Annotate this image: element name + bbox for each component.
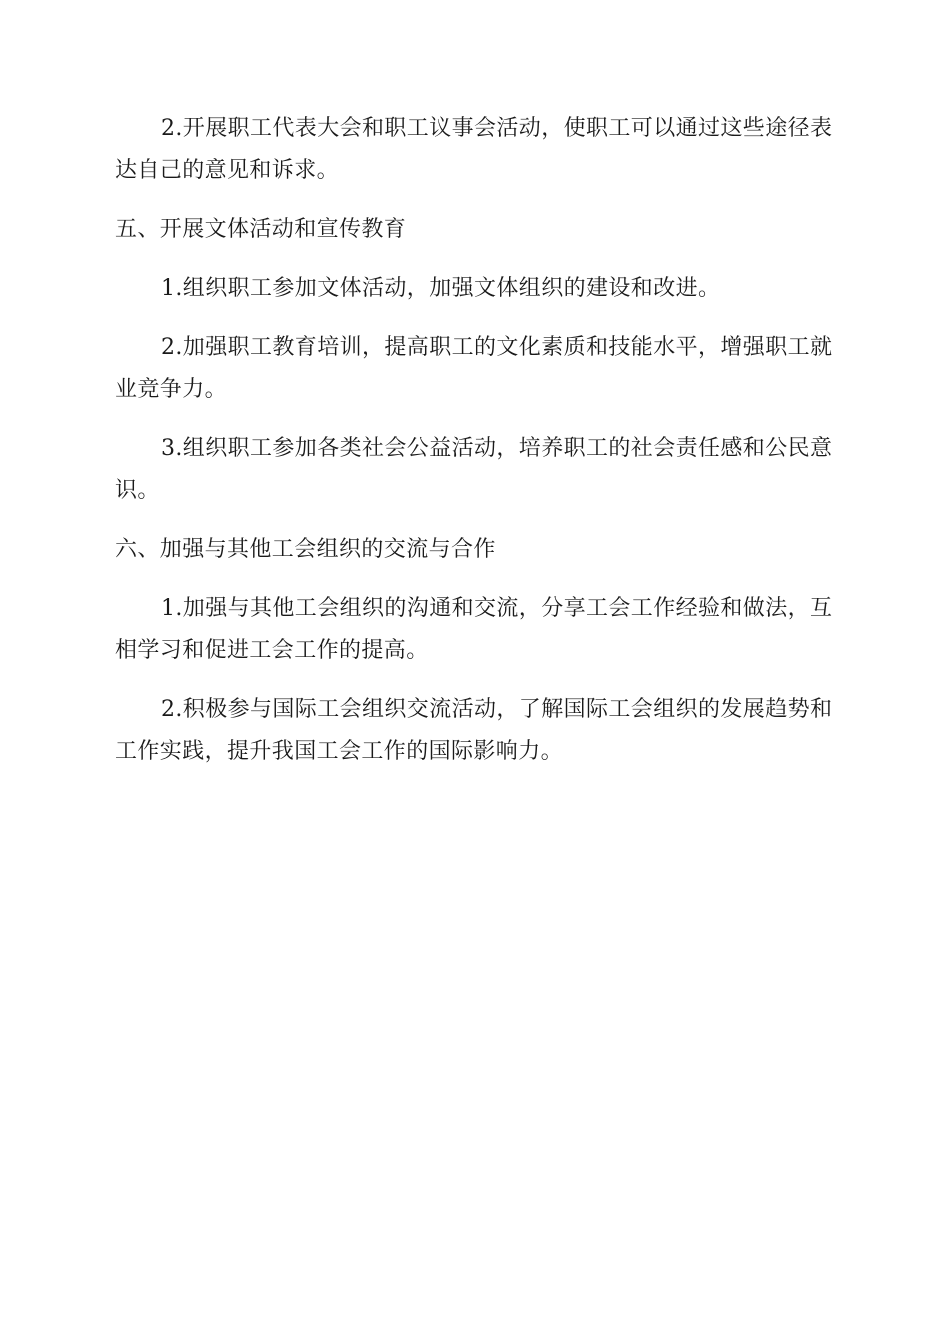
section-heading-six: 六、加强与其他工会组织的交流与合作: [115, 537, 496, 562]
paragraph-item-cultural-sports: 1.组织职工参加文体活动，加强文体组织的建设和改进。: [161, 276, 721, 301]
paragraph-item-international-exchange: 2.积极参与国际工会组织交流活动，了解国际工会组织的发展趋势和工作实践，提升我国工会工作的国际影响力。: [115, 697, 833, 764]
paragraph-item-education-training: 2.加强职工教育培训，提高职工的文化素质和技能水平，增强职工就业竞争力。: [115, 335, 833, 402]
section-heading-five: 五、开展文体活动和宣传教育: [115, 217, 407, 242]
document-body: [115, 108, 833, 790]
paragraph-item-union-exchange: 1.加强与其他工会组织的沟通和交流，分享工会工作经验和做法，互相学习和促进工会工作的提高。: [115, 596, 833, 663]
paragraph-item-workers-congress: 2.开展职工代表大会和职工议事会活动，使职工可以通过这些途径表达自己的意见和诉求。: [115, 116, 833, 183]
paragraph-item-public-welfare: 3.组织职工参加各类社会公益活动，培养职工的社会责任感和公民意识。: [115, 436, 833, 503]
